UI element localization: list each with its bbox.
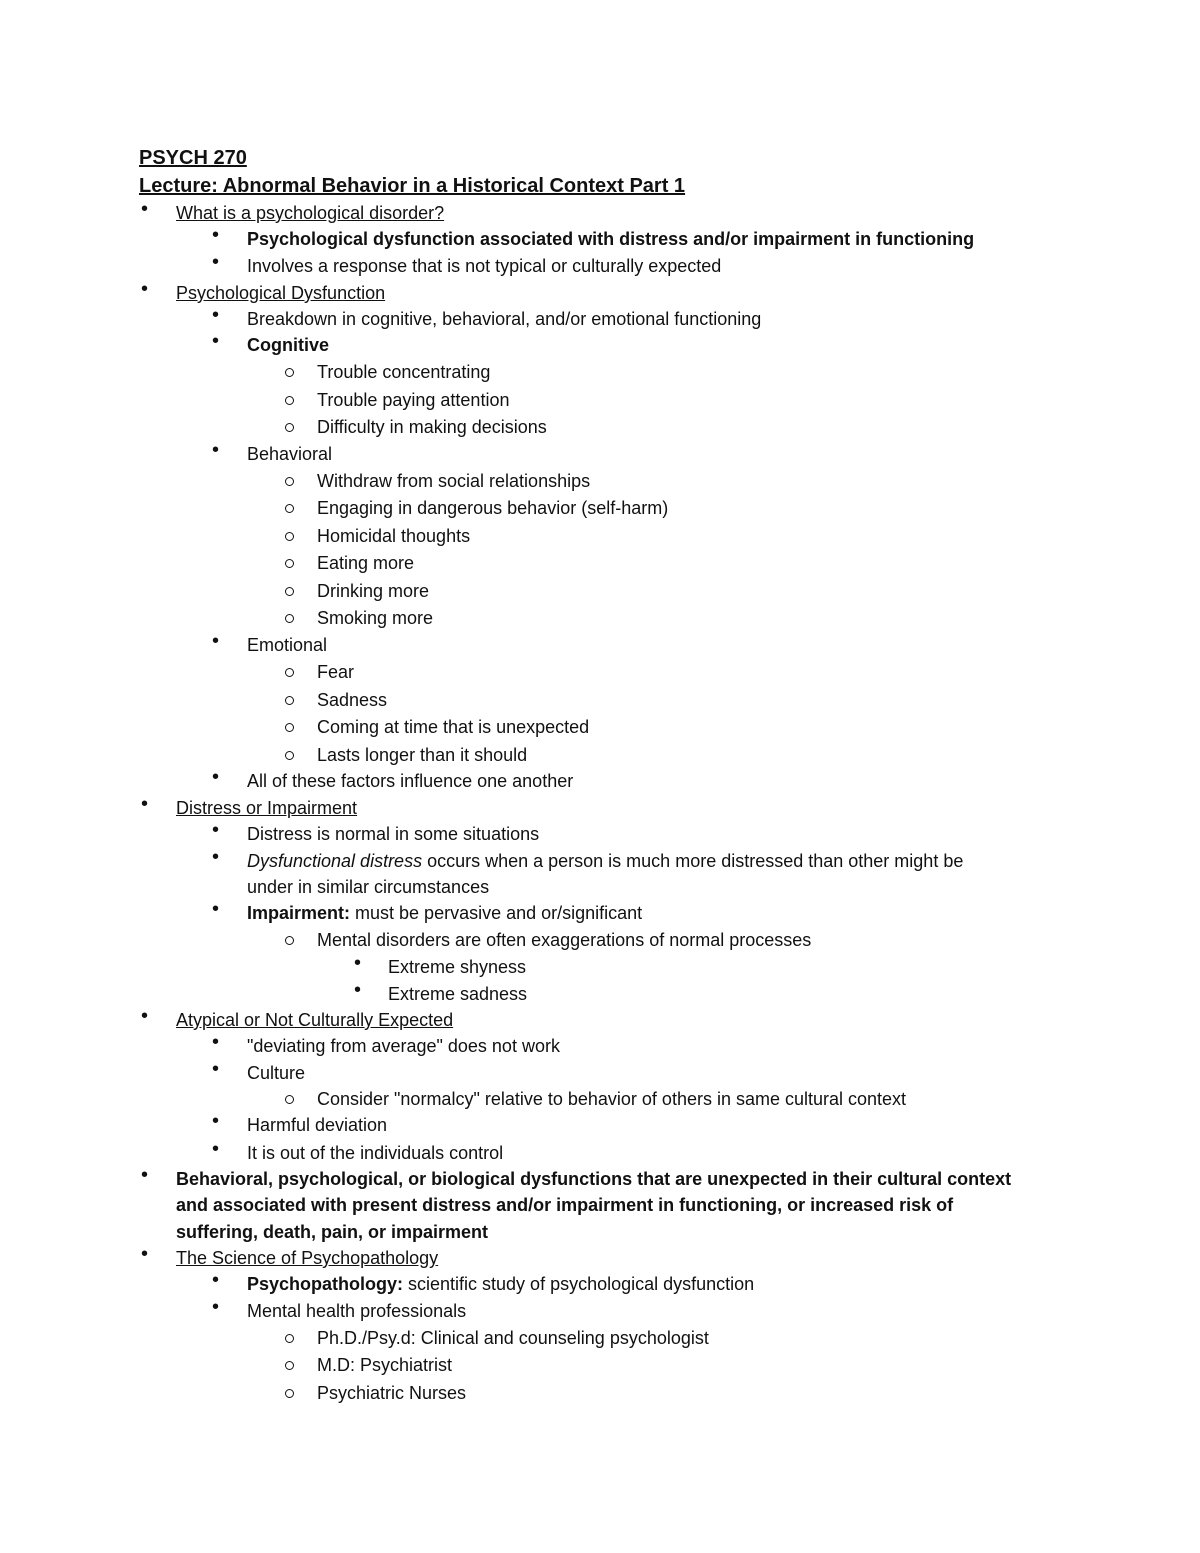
item-text: Emotional — [247, 635, 328, 655]
bullet-circle-icon — [285, 587, 294, 596]
item-text: Smoking more — [317, 608, 434, 628]
item-text: Ph.D./Psy.d: Clinical and counseling psychologist — [317, 1328, 709, 1348]
item-text: Mental disorders are often exaggerations of normal processes — [317, 930, 812, 950]
bullet-disc-icon: • — [212, 1058, 220, 1080]
outline-item — [317, 1352, 452, 1378]
item-text: Distress or Impairment — [176, 798, 358, 818]
outline-item — [247, 253, 721, 279]
bullet-disc-icon: • — [212, 224, 220, 246]
outline-item — [176, 280, 385, 306]
item-text: Psychological dysfunction associated with distress and/or impairment in functioning — [247, 229, 975, 249]
outline-item — [247, 1033, 560, 1059]
bullet-circle-icon — [285, 1334, 294, 1343]
item-text: and associated with present distress and/or impairment in functioning, or increased risk of — [176, 1195, 954, 1215]
item-text: occurs when a person is much more distressed than other might be — [422, 851, 964, 871]
bullet-disc-icon: • — [212, 819, 220, 841]
outline-item — [247, 632, 327, 658]
item-text: Cognitive — [247, 335, 330, 355]
item-text: Mental health professionals — [247, 1301, 467, 1321]
outline-item — [317, 1380, 466, 1406]
item-text: "deviating from average" does not work — [247, 1036, 560, 1056]
bullet-disc-icon: • — [354, 952, 362, 974]
item-text: Extreme sadness — [388, 984, 528, 1004]
bullet-disc-icon: • — [212, 439, 220, 461]
item-text: Sadness — [317, 690, 388, 710]
bullet-circle-icon — [285, 1095, 294, 1104]
bullet-disc-icon: • — [141, 198, 149, 220]
outline-item — [247, 1060, 305, 1086]
item-text: Engaging in dangerous behavior (self-harm) — [317, 498, 669, 518]
bullet-circle-icon — [285, 532, 294, 541]
item-text: Withdraw from social relationships — [317, 471, 591, 491]
item-text: Homicidal thoughts — [317, 526, 471, 546]
outline-item — [317, 387, 509, 413]
outline-item — [247, 306, 761, 332]
item-lead-term: Impairment: — [247, 903, 351, 923]
outline-item — [317, 1325, 709, 1351]
item-text: It is out of the individuals control — [247, 1143, 504, 1163]
bullet-circle-icon — [285, 396, 294, 405]
outline-item — [317, 550, 414, 576]
bullet-disc-icon: • — [212, 1296, 220, 1318]
item-text: What is a psychological disorder? — [176, 203, 445, 223]
bullet-disc-icon: • — [141, 1164, 149, 1186]
item-text: Fear — [317, 662, 355, 682]
item-text: Psychological Dysfunction — [176, 283, 386, 303]
bullet-disc-icon: • — [212, 1031, 220, 1053]
bullet-disc-icon: • — [212, 766, 220, 788]
outline-item — [247, 848, 963, 874]
bullet-circle-icon — [285, 1361, 294, 1370]
item-text: Extreme shyness — [388, 957, 527, 977]
outline-item — [317, 414, 547, 440]
outline-item — [247, 1112, 387, 1138]
outline-item — [317, 578, 429, 604]
item-text: Psychiatric Nurses — [317, 1383, 467, 1403]
bullet-circle-icon — [285, 696, 294, 705]
item-text: must be pervasive and or/significant — [350, 903, 643, 923]
outline-item — [247, 441, 332, 467]
outline-item — [317, 605, 433, 631]
bullet-circle-icon — [285, 751, 294, 760]
outline-item — [247, 874, 489, 900]
bullet-circle-icon — [285, 477, 294, 486]
bullet-disc-icon: • — [212, 630, 220, 652]
item-text: Trouble concentrating — [317, 362, 491, 382]
outline-item — [388, 954, 526, 980]
item-text: Atypical or Not Culturally Expected — [176, 1010, 454, 1030]
bullet-circle-icon — [285, 723, 294, 732]
bullet-disc-icon: • — [141, 1243, 149, 1265]
item-text: Culture — [247, 1063, 306, 1083]
bullet-disc-icon: • — [212, 1269, 220, 1291]
item-text: Distress is normal in some situations — [247, 824, 540, 844]
item-text: Consider "normalcy" relative to behavior of others in same cultural context — [317, 1089, 907, 1109]
item-lead-term: Psychopathology: — [247, 1274, 404, 1294]
bullet-disc-icon: • — [354, 979, 362, 1001]
item-text: Lasts longer than it should — [317, 745, 528, 765]
bullet-disc-icon: • — [212, 846, 220, 868]
item-text: The Science of Psychopathology — [176, 1248, 439, 1268]
bullet-circle-icon — [285, 614, 294, 623]
course-title: PSYCH 270 — [139, 147, 247, 169]
bullet-disc-icon: • — [141, 1005, 149, 1027]
outline-item — [317, 714, 589, 740]
outline-item — [176, 795, 357, 821]
bullet-circle-icon — [285, 504, 294, 513]
item-text: Behavioral — [247, 444, 333, 464]
outline-item — [247, 1271, 754, 1297]
item-text: Behavioral, psychological, or biological dysfunctions that are unexpected in their cultural context — [176, 1169, 1012, 1189]
outline-item — [247, 1298, 466, 1324]
bullet-circle-icon — [285, 668, 294, 677]
item-text: All of these factors influence one another — [247, 771, 574, 791]
outline-item — [176, 1192, 953, 1218]
outline-item — [317, 523, 470, 549]
lecture-title: Lecture: Abnormal Behavior in a Historical Context Part 1 — [139, 175, 686, 197]
outline-item — [247, 900, 642, 926]
bullet-disc-icon: • — [141, 278, 149, 300]
item-text: Harmful deviation — [247, 1115, 388, 1135]
bullet-circle-icon — [285, 1389, 294, 1398]
bullet-disc-icon: • — [212, 1138, 220, 1160]
item-text: Breakdown in cognitive, behavioral, and/or emotional functioning — [247, 309, 762, 329]
bullet-circle-icon — [285, 423, 294, 432]
item-text: suffering, death, pain, or impairment — [176, 1222, 489, 1242]
item-text: Difficulty in making decisions — [317, 417, 547, 437]
outline-item — [317, 359, 490, 385]
outline-item — [247, 226, 974, 252]
item-text: under in similar circumstances — [247, 877, 490, 897]
item-text: M.D: Psychiatrist — [317, 1355, 453, 1375]
bullet-circle-icon — [285, 368, 294, 377]
bullet-disc-icon: • — [212, 304, 220, 326]
outline-item — [317, 687, 387, 713]
item-text: Involves a response that is not typical or culturally expected — [247, 256, 722, 276]
bullet-disc-icon: • — [141, 793, 149, 815]
item-text: Drinking more — [317, 581, 430, 601]
bullet-disc-icon: • — [212, 330, 220, 352]
item-text: Eating more — [317, 553, 415, 573]
item-text: Coming at time that is unexpected — [317, 717, 590, 737]
item-text: Trouble paying attention — [317, 390, 510, 410]
outline-item — [317, 1086, 906, 1112]
item-text: scientific study of psychological dysfunction — [403, 1274, 755, 1294]
bullet-disc-icon: • — [212, 251, 220, 273]
bullet-disc-icon: • — [212, 898, 220, 920]
outline-item — [317, 742, 527, 768]
item-lead-term: Dysfunctional distress — [247, 851, 423, 871]
outline-item — [247, 821, 539, 847]
outline-item — [176, 1219, 488, 1245]
bullet-circle-icon — [285, 559, 294, 568]
outline-item — [176, 1166, 1011, 1192]
outline-item — [247, 332, 329, 358]
outline-item — [388, 981, 527, 1007]
bullet-circle-icon — [285, 936, 294, 945]
outline-item — [317, 468, 590, 494]
outline-item — [247, 768, 573, 794]
outline-item — [317, 927, 811, 953]
bullet-disc-icon: • — [212, 1110, 220, 1132]
outline-item — [317, 659, 354, 685]
outline-item — [247, 1140, 503, 1166]
outline-item — [317, 495, 668, 521]
